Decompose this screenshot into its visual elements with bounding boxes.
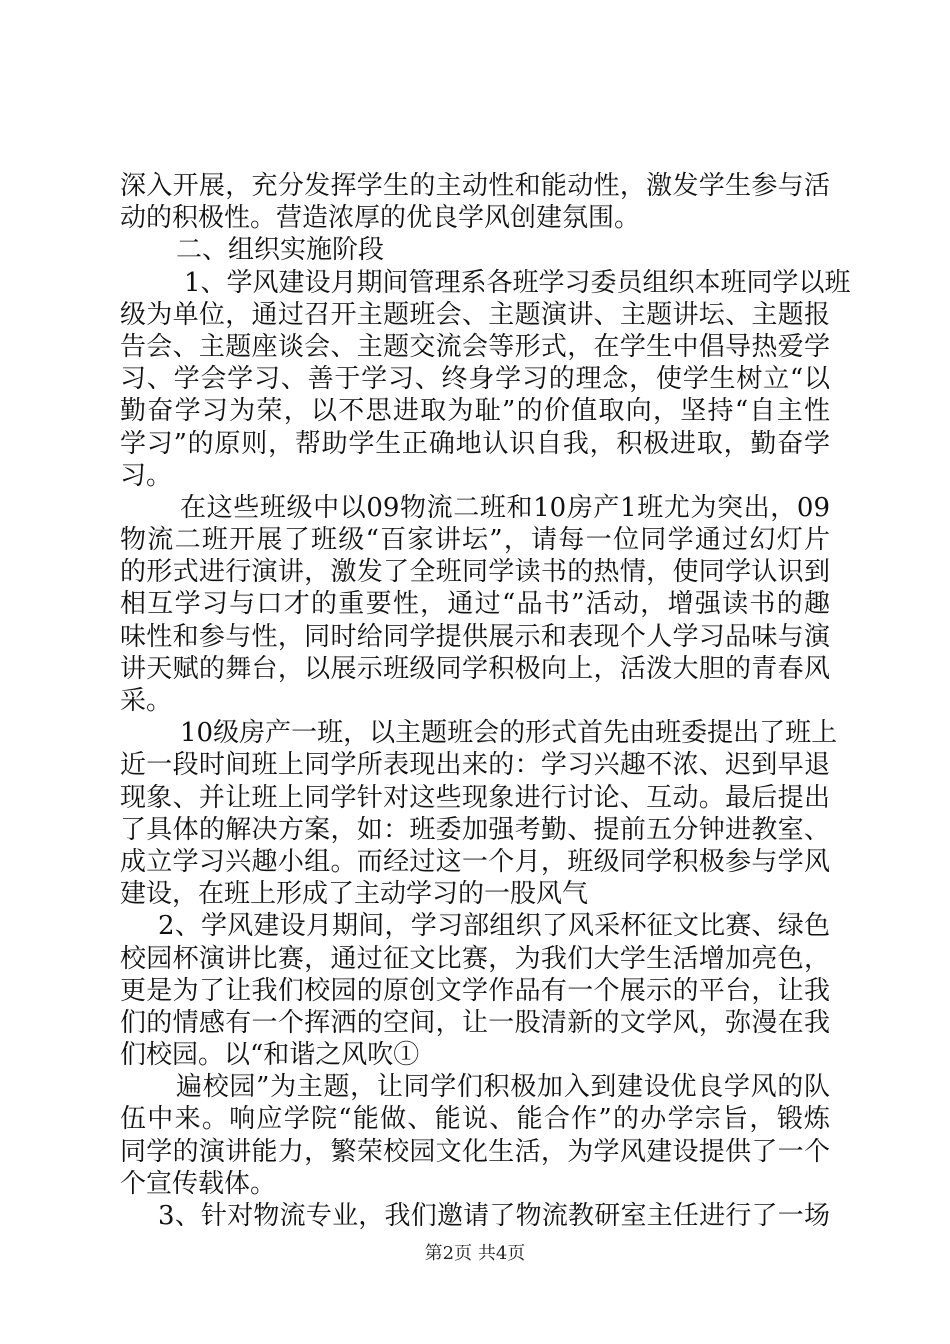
text-line: 采。: [120, 686, 173, 716]
page-footer: [0, 1242, 950, 1266]
text-line: 味性和参与性，同时给同学提供展示和表现个人学习品味与演: [120, 621, 830, 652]
text-line: 们的情感有一个挥洒的空间，让一股清新的文学风，弥漫在我: [120, 1007, 830, 1038]
text-line: 1、学风建设月期间管理系各班学习委员组织本班同学以班: [184, 267, 851, 298]
text-line: 3、针对物流专业，我们邀请了物流教研室主任进行了一场: [158, 1201, 830, 1231]
text-line: 习、学会学习、善于学习、终身学习的理念，使学生树立“以: [120, 364, 830, 395]
text-line: 伍中来。响应学院“能做、能说、能合作”的办学宗旨，锻炼: [120, 1104, 830, 1135]
text-line: 告会、主题座谈会、主题交流会等形式，在学生中倡导热爱学: [120, 331, 830, 362]
text-line: 讲天赋的舞台，以展示班级同学积极向上，活泼大胆的青春风: [120, 653, 830, 684]
text-line: 个宣传载体。: [120, 1168, 277, 1199]
text-line: 物流二班开展了班级“百家讲坛”，请每一位同学通过幻灯片: [120, 525, 830, 556]
text-line: 深入开展，充分发挥学生的主动性和能动性，激发学生参与活: [120, 171, 830, 201]
text-line: 更是为了让我们校园的原创文学作品有一个展示的平台，让我: [120, 975, 830, 1006]
text-line: 现象、并让班上同学针对这些现象进行讨论、互动。最后提出: [120, 782, 830, 813]
text-line: 习。: [120, 460, 173, 491]
text-line: 级为单位，通过召开主题班会、主题演讲、主题讲坛、主题报: [120, 299, 830, 330]
text-line: 10级房产一班，以主题班会的形式首先由班委提出了班上: [180, 718, 838, 749]
section-heading: 二、组织实施阶段: [176, 235, 385, 266]
text-line: 校园杯演讲比赛，通过征文比赛，为我们大学生活增加亮色，: [120, 943, 830, 974]
text-line: 在这些班级中以09物流二班和10房产1班尤为突出，09: [180, 492, 830, 523]
page-number: 第2页 共4页: [424, 1243, 526, 1264]
text-line: 相互学习与口才的重要性，通过“品书”活动，增强读书的趣: [120, 589, 830, 620]
text-line: 的形式进行演讲，激发了全班同学读书的热情，使同学认识到: [120, 557, 830, 588]
text-line: 了具体的解决方案，如：班委加强考勤、提前五分钟进教室、: [120, 814, 830, 845]
text-line: 同学的演讲能力，繁荣校园文化生活，为学风建设提供了一个: [120, 1136, 830, 1167]
body-text: [120, 170, 851, 1232]
text-line: 学习”的原则，帮助学生正确地认识自我，积极进取，勤奋学: [120, 428, 830, 459]
text-line: 们校园。以“和谐之风吹①: [120, 1040, 420, 1071]
text-line: 动的积极性。营造浓厚的优良学风创建氛围。: [120, 203, 641, 234]
text-line: 近一段时间班上同学所表现出来的：学习兴趣不浓、迟到早退: [120, 750, 830, 781]
text-line: 勤奋学习为荣，以不思进取为耻”的价值取向，坚持“自主性: [120, 396, 830, 427]
text-line: 建设，在班上形成了主动学习的一股风气: [120, 879, 589, 910]
text-line: 遍校园”为主题，让同学们积极加入到建设优良学风的队: [176, 1072, 830, 1103]
text-line: 成立学习兴趣小组。而经过这一个月，班级同学积极参与学风: [120, 846, 830, 877]
text-line: 2、学风建设月期间，学习部组织了风采杯征文比赛、绿色: [158, 911, 830, 942]
